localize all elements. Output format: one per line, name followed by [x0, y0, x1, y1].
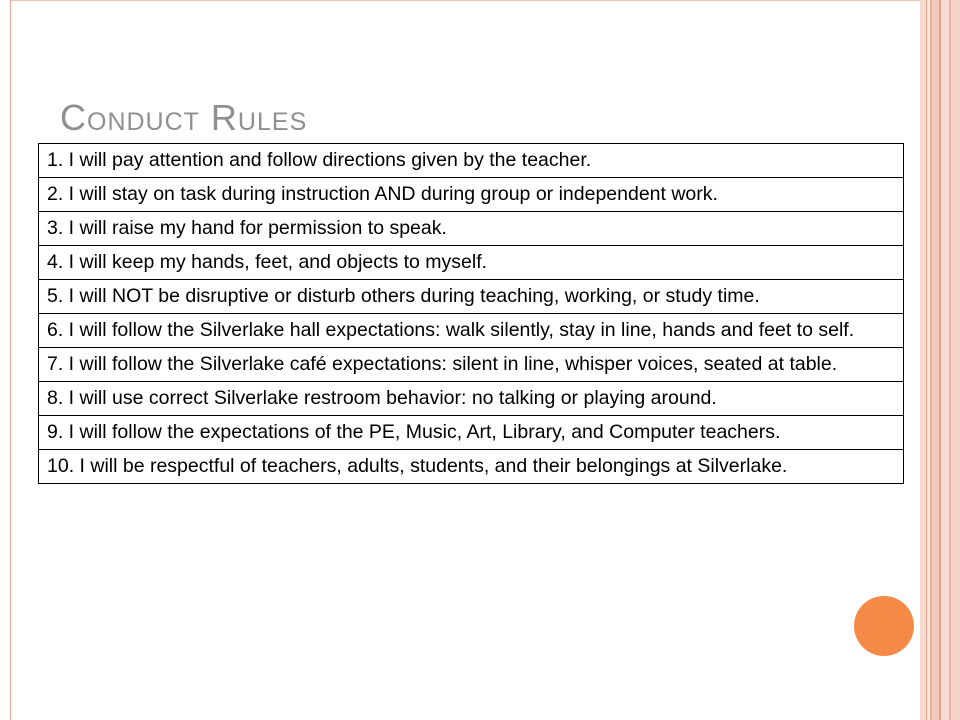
decorative-stripe: [932, 0, 939, 720]
table-row: [39, 246, 904, 280]
rule-cell: 1. I will pay attention and follow directions given by the teacher.: [39, 144, 904, 178]
slide-title: Conduct Rules: [60, 97, 308, 138]
rule-cell: 4. I will keep my hands, feet, and objects to myself.: [39, 246, 904, 280]
table-row: [39, 212, 904, 246]
rule-cell: 9. I will follow the expectations of the PE, Music, Art, Library, and Computer teachers.: [39, 416, 904, 450]
table-row: [39, 450, 904, 484]
rule-cell: 8. I will use correct Silverlake restroom behavior: no talking or playing around.: [39, 382, 904, 416]
frame-top-line: [10, 0, 920, 1]
rule-cell: 5. I will NOT be disruptive or disturb others during teaching, working, or study time.: [39, 280, 904, 314]
rule-cell: 10. I will be respectful of teachers, adults, students, and their belongings at Silverlake.: [39, 450, 904, 484]
decorative-stripe: [941, 0, 949, 720]
rules-table: [38, 143, 904, 484]
rule-cell: 6. I will follow the Silverlake hall expectations: walk silently, stay in line, hands and feet to self.: [39, 314, 904, 348]
table-row: [39, 280, 904, 314]
table-row: [39, 348, 904, 382]
table-row: [39, 314, 904, 348]
table-row: [39, 416, 904, 450]
accent-circle: [854, 596, 914, 656]
table-row: [39, 382, 904, 416]
rule-cell: 2. I will stay on task during instruction AND during group or independent work.: [39, 178, 904, 212]
table-row: [39, 178, 904, 212]
table-row: [39, 144, 904, 178]
rule-cell: 3. I will raise my hand for permission to speak.: [39, 212, 904, 246]
decorative-stripe: [951, 0, 960, 720]
frame-left-line: [10, 0, 11, 720]
rule-cell: 7. I will follow the Silverlake café expectations: silent in line, whisper voices, seated at table.: [39, 348, 904, 382]
